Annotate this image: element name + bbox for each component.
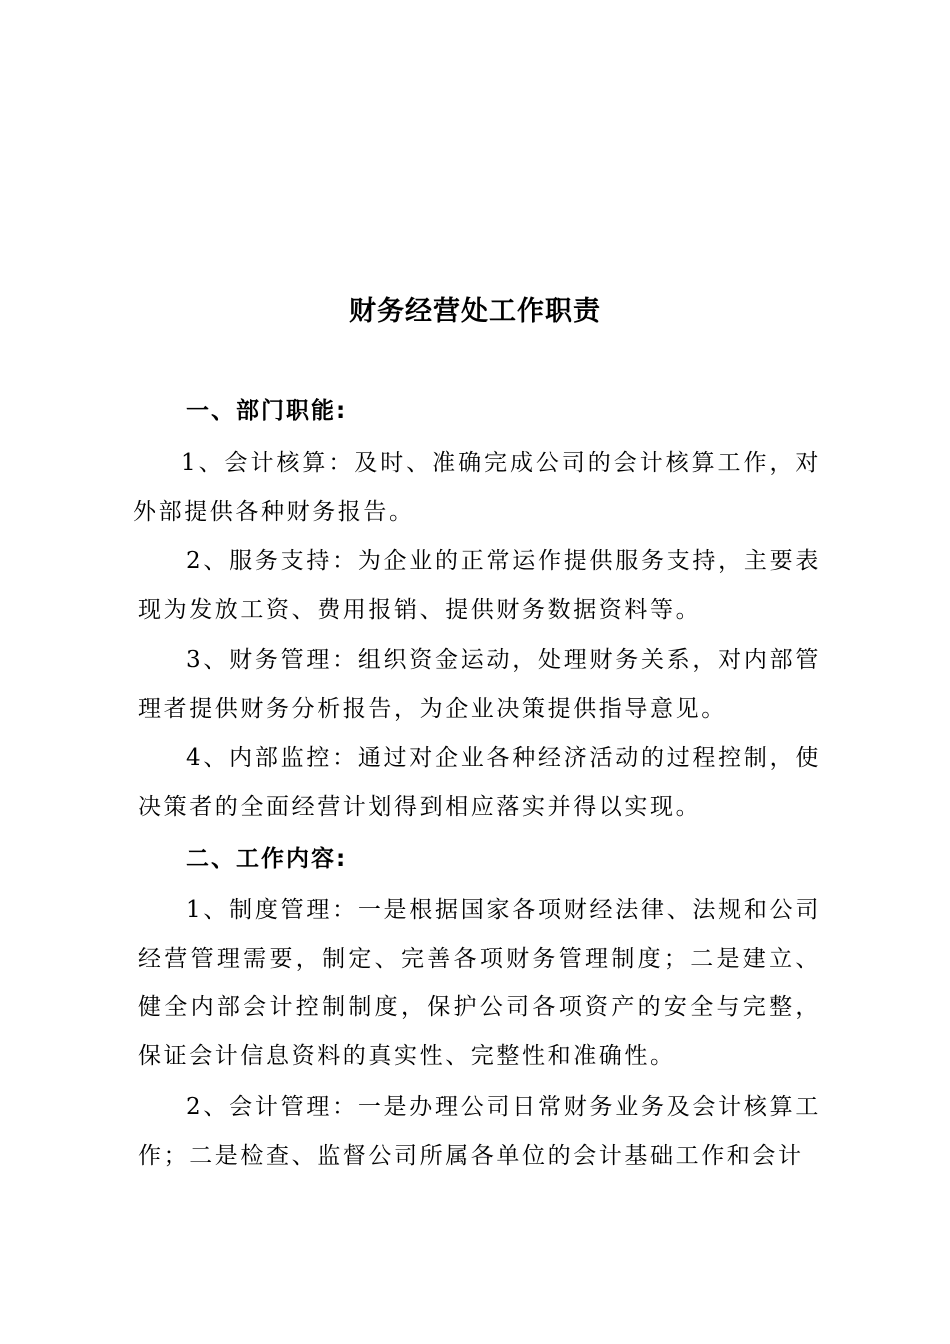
function-item-service-support: 2、服务支持：为企业的正常运作提供服务支持，主要表现为发放工资、费用报销、提供财务数据资料等。 (138, 548, 821, 623)
work-item-accounting-management: 2、会计管理：一是办理公司日常财务业务及会计核算工作；二是检查、监督公司所属各单位的会计基础工作和会计 (138, 1094, 821, 1169)
function-item-accounting: 1、会计核算：及时、准确完成公司的会计核算工作，对外部提供各种财务报告。 (133, 450, 821, 525)
work-item-system-management: 1、制度管理：一是根据国家各项财经法律、法规和公司经营管理需要，制定、完善各项财务管理制度；二是建立、健全内部会计控制制度，保护公司各项资产的安全与完整，保证会计信息资料的真实性、完整性和准确性。 (138, 897, 821, 1069)
function-item-financial-management: 3、财务管理：组织资金运动，处理财务关系，对内部管理者提供财务分析报告，为企业决策提供指导意见。 (138, 647, 821, 722)
section-heading-functions: 一、部门职能: (186, 398, 348, 424)
document-title: 财务经营处工作职责 (349, 296, 601, 327)
function-item-internal-control: 4、内部监控：通过对企业各种经济活动的过程控制，使决策者的全面经营计划得到相应落实并得以实现。 (138, 745, 821, 820)
section-heading-work-content: 二、工作内容: (186, 846, 348, 872)
